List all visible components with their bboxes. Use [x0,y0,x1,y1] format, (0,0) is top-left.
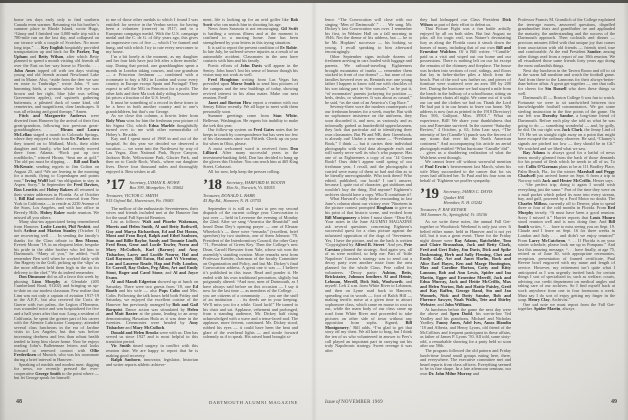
paragraph: What Harvard’s rally broke resounding in last June’s column about our victory over ’Nineteen in the picture contest prompted Bingham to give us his print of that historic scene, and evoked from Bill Montgomery a letter I must share: “Dear Ed, Your notes in the June ALUMNI MAGAZINE ask several questions concerning Eighteen’s successful quest for a class picture against the infuriated opposition of the dogs of ’Seventeen. Yes, I have the picture, and on the back is written ‘Copyrighted by Alfred R. Street.’ And yes, Pete Carstan planned the strategy. And again yes, all of us were notified, so help me. Part of ‘little Napoleon’ Carstan’s strategy was to send out a decoy party over another route from the area planned for the whole Class. Pete called for volunteers. ‘Decoy party: Ashton, Betts, Brickstater, Johnson brothers Al and Heinie, Lehman, Merrill, Dick Sisk, Woolworth, and myself. Left 2 a.m. from White River to Lebanon, and then on Lyme road back to Hanover, spreading out in woods — foot of Balch Hill — making terrific noise at a given time to attract sophomore class, which came en masse to rout us out, while the main body of our class came up road from White River and proceeded to take pictures on other side of town without any opposition from sophs. Signed, Bill Montgomery.’ Bill adds, “I’m glad to get that story off my chest. We all hate to brag, but I think the ten of us who volunteered in answer to Pres’s call played an important part in carrying out his truly Napoleonic strategy. Sweet revenge it was after [325,196,412,353]
paragraph: News from Sarasota is not encouraging. Gil Swift is battling a serious illness and at the moment is confined to a nursing home. Jane has been strengthened by your letters in this trying situation. [203,26,298,45]
paragraph: Fitch and Marguerite Andrews were diverted from Hanover by the arrival of their first great-grandson, following two previous great-granddaughters. . . . Hiram and Laura McLellan staged a month in Colorado Springs, where they enjoyed a visit from Ev Parker; then they toured on to Midland, Mich., their older daughter and family, who had recently moved there from Atlanta. “Rock put up two roadblocks,” winced Hiram, “beat me at golf.” The old pro must be slipping. . . . Bill and Ruth McKenzie, sending regrets to Jim Colton on August 25, said “We are leaving in the morning for a month, flying to Copenhagen and points east.” Irving Wolff had “an obligation to stay in Aspen. Sorry.” In September the Fred Davises, Ron Leavitts and Hobey Bakers all returned to their winter addresses in Florida. As of October 1, Bill Rial announced their removal from New York to California — to reside at 2230 Avenue of the Stars, Los Angeles, and with law office in Beverly Hills. Hobey Baker made reunion. We missed all you others. [14,113,99,220]
paragraph: Many shut-ins appreciated being remembered from Hanover. Leslie Leavitt, Phil Nesbitt, and both Arthur and Marion Stanley (October 1) are recovering well . . . In sending the family’s thanks for the Class tribute to Ben Moran, Everett Moran ’19, in an eloquent letter, bespoke his pride in the older brother who led him to Dartmouth. “Many of you,” he added, “will remember Ben well when he worked daily with Jim Hagerty in the Grill, picking up the ‘slips’ as the more affluent held them high in the air for delivery to the chef.” We do indeed remember. [14,219,99,275]
paragraph: Donald and Helen Brooks were with us. Don has served us since 1927 and is most helpful in this transition period. [106,329,198,344]
paragraph: Other September signs include dozens of freshmen arriving in cars loaded with luggage and parents. We railroad-traveling Eighteeners brought mountains of trunks — remember them stacked in front of our dorms? — but none of our families hovered over us. Reminds me: one young father I happen to know told me with chuckles of his son taking part in “the console,” as he put it, “of roommates’ parents jockeying for position — beds, desks, or whatever. It was about as casual,” he said, “as the start of an America’s Cup Race.” [325,53,412,105]
page-gutter [311,3,317,420]
class-treasurer-info: Treasurer, DONALD L. BABB 45 Rip Rd., Hanover, N. H. 03755 [203,193,262,204]
paragraph: they had kidnapped our Class President Dick Wilson as part of their effort to defeat us. [420,18,511,27]
class-year-heading [106,177,198,194]
left-page-column-1 [14,18,99,394]
class-year-heading [420,188,511,205]
right-page-number: 49 [611,399,617,405]
issue-date-footer [325,400,383,405]
right-page-column-1 [325,18,412,394]
paragraph: Vic Smith timed surgery in conflict with this reunion date. We are happy to report that he is making good recovery. [106,343,198,358]
paragraph: Al and Mandi Edgerton showed up at lunch on Saturday. There were two guests from ’18, one Ed Booth and his wife — also Pops Colin and Mrs. Colin. Following the talk hours held both Friday and Saturday, we enjoyed the excellent cuisine of the Hanover Inn previously arranged by Bob and Gail Borquist. Dance action was stimulated by Helen and Matt Baxter at the piano, leading to an army demonstrating Hawaiian Hula as it was done in the twenties. Ceremonies were headed by Amy Tisbacher and Mary McCulloch. [106,279,198,331]
paragraph: Janet and Burton How report a reunion with our Sentry Editor recently. We all hope to meet with them personally soon. [203,99,298,114]
paragraph: Ray Adams is always good for a hatful of news items mostly gleaned from the back of those demands for his pound of flesh which he sends to all of us. To wit: Collis O’Gorman plans to be at 111 Bradley Place, Palm Beach, Fla., for the winter. Marshall and Peggy Chadwell just arrived home on Sept. 6 from a trip to Norway with Jack and Hester McCrillis. Hester says . . . “the perfect trip; doing it again I would wish everything just the same.” Part of the time they were on a mail packet which poked its nose into every stream, bay, and gulf, powered by a Ford Motor no doubt. The Charles Milloss, currently off to Denver, plan to spend three or four of the cold months in Florida. From Red Murphy tersely, “It must have been a good reunion. Sorry I missed it.” Harriet reports that Louis Munro stood reunion well and is now doing fine. And Bill Smith writes, “. . . have to miss seeing you on Sept. 19. Claude and I leave on Sept. 16 for three weeks in London and Italy . . . and didn’t we enjoy reunion!” From Larry McCutcheon, “. . . If Florida is on your winter schedule, please look me up in Pompano.” And last this amazing message, “. . . have finally, at age 75, retired as of June 30, with appropriate ceremonies, reception, presentation of framed certificate, Paul Revere bowl engraved with my name and length of service. However, my retirement isn’t quite what I anticipated as I was urgently invited back for certain things I sort of specialized in, such as welfare, courts, advising our credit department on medical angles and taking care of our archives. So I find myself back at work anywhere from one to four forenoons a week. Must say I do sort of enjoy getting my finger in the soup. Henry Clay, Archivist.” [518,150,615,303]
paragraph: It is sad to report the present condition of Ev Robie. In late July, he suffered severe injuries as a result of an automobile accident. Classmates in the area have contacts with him and his family. [203,44,298,64]
paragraph: Next day luncheon in the Tavern Room and off to sit in the warm fall sunshine and watch the football game. And from there to the Lannoms for their always-better-than-before affair. A great get-together — one that calls for cheers for Stu Russell who does these things so well. [518,67,615,96]
left-page-column-2 [106,18,198,394]
journal-title-footer: DARTMOUTH ALUMNI MAGAZINE [209,400,298,405]
paragraph: Seventy-three wore the modern counterparts of our freshman beanies for a week, maybe. But with no sophomore insistence on the uniforms, they soon discarded it, and now, as variously and as informally garbed as hundredfold upperclassmen, they lack that particular aid to identifying their own classmates. But Ph and NB, their Greenbook, is already out! Under a new name — “Freshman Book,” I think — but it carries their individual photographs with vital data alongside each and will surely serve well its who’s who purpose. Has one of us Eighteeners a copy of our ’14 Green Book? Ours didn’t appear until spring of our freshman year, I recall, and the photographs it carried were many of them so bad and dim as to be literally unrecognizable. Who took them? Who edited, published, our book? I can’t answer, because I, quite out of character, got stubborn and wouldn’t buy the thing. Did anyone? Eighteen’s archives should have a copy. Who’ll contribute it? [325,104,412,197]
paragraph: That Picture Fight was a fun battle artfully enjoyed by all on both sides. But last August no joke, all for tragic real, was Nature’s devastating fury as along the Florida coast it struck down the homes of many, including that of our own Bill and Ernestine Walchen. Of it Bill writes: “‘Camille’ paid us a visit and wiped out our home and our possessions. There is nothing left on our lot except the remains of the chimney and fireplace. The house was broken into sections of roof, sidings, and floors that lay in helter-skelter piles a block from the beach. Part of the roof was further on, and pieces of furniture were scattered over an area 300 by 200 feet. During the hurricane we had stayed a mile from the beach in the hallway of a schoolhouse, sitting on kindergarten chairs all night. We came out of it with our car and the clothes we had on. Thank the Lord He had put it in our hearts to leave our home. My address is now (not as printed in the 1918 Directory) Box 506, Gulfport, Miss. 39501.” What an experience, Bill! We share your thankfulness that you and Ernestine survived. In the current “Saturday Review,” 4 October, p. 63, John Lear says, “The intensity of her (Camille’s) punch was the fiercest of any storm that ever hit the North American continent.” And accompanying his article an aerial photograph entitled “What hurricane ‘Camille’ did” . . . gives us a shuddering realization of what the Walchens went through. [420,26,511,160]
left-page-number: 48 [16,399,22,405]
class-secretary-info: Secretary, LYMAN R. HOWE Box 399, Montpelier, Vt. 05602 [129,180,184,191]
paragraph: It must be something of a record in these times to be a hero in both another country and to one’s grandchildren, but that’s our George. [106,99,198,114]
paragraph: A most welcomed word is received from Don Lilliard. After many successful years in the investment-banking field, Don has decided to hang up the gloves this October. You can reach him at 465 King Street, Cohasset. [203,145,298,169]
scan-right-shadow [623,0,628,420]
paragraph: Don Dinsmoor did us all a favor this week by phoning Linn Murphy at Glendale (405 Cumberland Road, 91202) and bringing us up-to-date on our modest classman. Few realize that Linn was not only a captain of aviation 1917-19 in the A.E.F., but also received the Croix de Guerre with two palms, the Legion d’Honneur, was wounded twice and was hospitalized for five and a half years after that war. Long a resident of California, he spent the greater part of his career with the Alemite Lubricator Company; attended several class luncheons in the era of Jardine visits to Los Angeles, but that was before increasing deafness and less than robust health tended to keep him closer home. Now he enjoys reading John’s Bulletennae letters and looks forward to renewed contact with Ollie Frederiksen of Munich, who was his roommate during a brief interval in Hanover. [14,274,99,362]
paragraph: Speaking of medals and modest men: digging for news, we recently pressed the ever-cooperative George Smith to the point where — but let George speak for himself: [14,361,99,381]
paragraph: All for now, help keep the presses rolling. [208,168,280,174]
issue-date: NOVEMBER 1969 [341,400,383,405]
paragraph: The program followed the old pattern and Friday lunch-time found small groups eating here, there, and everywhere. The executive committee met and heard reports from class officers. Everything seemed to be in fine shape. In a late afternoon seminar, our own Dr. John Milne Murray and [420,348,511,376]
paragraph: lence. “The Convocation will close with our singing ‘Men of Dartmouth’.” . . . We sang. Mr. Dickey’s last Convocation was over. I remember his first, in Webster Hall on a fall morning in 1946. Not the theme of his address, but — he to be Mr. Hopkins’ successor — his looking so young, I recall speaking to him afterward encouragingly. [325,18,412,55]
paragraph: ment, life is looking up for an avid golfer like Bob Scott who can match him in shooting his age. [203,18,298,27]
left-page-column-3 [203,18,298,394]
paragraph: List as follows: Walt and Phoebe Wakeman, Morris and Helen Smith, Al and Betty Bothwell, Guy and Marya Richardson, Ed and Dot Horan, Mont and Fran Boyd, Ralph and Ethel Sanborn, Stan and Billie Baylor, Sandy and Tommie Lindh, Fred Bean, Gene and Lucile Towler, Norm and Mary McCulloch, Karl (Barney) and Amy Tisbacher, Larry and Lucille Nourse, Hal and Gail Raymore, Bill Eaton, Hal and Vi Vicentine, Lou and Laurene Reade, Hap and Polly London, Ev Carroll, Ray Oakes, Peg Allen, Art and Emily Stout, Roger and Carol Stone, and Al and Joyce Evans. [106,219,198,280]
paragraph: I’m a bit lonely at the moment, as my daughter and her four kids have just left after a three months’ stay. During that period, one granddaughter spent a month in London taking courses, and one grandson — a Princeton freshman — combined with a roommate to buy a MG in London and scour every country in Europe except Spain and Portugal! They expect to sell the MG in Princeton for a profit. The other kids and their Ma took daily riding lessons here (at prices a fraction of the U.S. level). [106,53,198,101]
paragraph: to me of those other medals to which I found I was entitled: for service in the Verdun sector; for having been a volunteer (reserve) in 1917; and to a European campaign medal. With the U.S. campaign medal and the C. de G. of fifty years ago, this gives an impressive row of five — which I’ve framed and hung, and with which I try to rate every newcomer to my house. [106,18,198,55]
paragraph: Poetic efforts of John Davis will appear in the Sentry. John hasn’t lost his sense of humor though his vision may not work as well. [203,62,298,78]
paragraph: Our follow-up system on Fred Gates notes that he keeps in touch by correspondence but has seen too few of his classmates since our Fiftieth. Check up on your list when in Ohio, please. [203,127,298,147]
paragraph: As we write these notes, the annual Fall Get-together or Woodstock Weekend is only just over. It belied either name, held in Hanover and it not yet fall, but it was a great event. There for the Friday night dinner were Ray Adams, Batchelder, Tom and Claire Brosnahan, Jack and Betty Clark, Fred and Gert Daley, Jim Davis, Dick and Spike Doskenning, Herb and Sally Fleming, Chet and Emily Gale, Art and Janet Harlin, Rock and Alice Earl Hayes, Ken and Marge Huntington, Max and Caroline Horton, Cotty and Kitty Lannom, Bob and Ann Lewis, Spider and Ina Martin, Egger and Ernestine Merrill, Jack and Edna Murray, Jack and Hettie McCrillis, Max and Helen Norton, Bob and Hattie Paisley, Greif and Kay Raffen, George Rand, Stu and Jan Wonnels, Nick and Dotty Sandoe, Bob and Florence Sawyer, Noah Wallis, Tete and Shirley Webster, and John Williams. [420,219,511,308]
class-treasurer-info: Treasurer, VICTOR C. SMITH 915 Oxford Rd., Havertown, Pa. 19083 [106,193,174,204]
paragraph: At luncheon before the game the next day were the above and Spen Dodd, his son-in-law Ted Yardley and his grandsons, Michael and Nicholas Yardley, Fanny Ames, Adel Ives, Amos Blandin ’18 and Alberta, and Henry Lyons, old friend of the McCrillises and frequent participant in these affairs, as father of James P. Lyons ’50. All told, some sixty-odd, a remarkable showing for a party held so soon after our 50th. [420,306,511,349]
right-page-column-3 [518,18,615,394]
class-secretary-info: Secretary, HARFORD H. BOOTH Elm St., Norwich, Vt. 05055 [226,180,286,191]
paragraph: Summer greetings come from Stan White, Bellevue, Washington. He regrets his inability to make the trek this year. [203,113,298,128]
class-year-heading [203,177,298,194]
class-secretary-info: Secretary, JAMES C. DAVIS Quaker Hill Henniker, N. H. 03242 [443,189,493,205]
right-page-column-2 [420,18,511,394]
class-treasurer-info: Treasurer, F. RAY KEYSER 184 Summer St., Springfield, Vt. 05156 [420,206,488,218]
paragraph: Professor Francis M. Gramlich of the College explained the teen-age mores, answered questions, dispelled grandmother fears and grandfather ire and applauded the maturity, the understanding and the success of the Dartmouth approach. Then cocktails and dinner — precious minutes filled with that unique joy that comes from association with old friends — friends tried, true and comfortable. At the end President Sandoe, among other things read from a report of our 10th reunion. We all visualized those same friends forty years ago doing the most outlandish things. [518,18,615,68]
paragraph: Dartmouth 41 — Boston College 6 was fun to watch. Fortunate we were to sit sandwiched between two knowledgeable football commentators. We got some sterling instruction in the fine points of the game. On our left was Dorothy Sandoe, a long-time friend of Dartmouth. Before each play she told us what he was going to do — something wonderful — and, by golly, he did. On our right was Jack Clark, the Jenny Lind of ’19. He set us straight right away on a point that might have escaped the ordinary observer. He said, “Chaney’s signals are pitched too low — they should be in C#.” We watched and we liked what we saw. [518,95,615,151]
paragraph: Fred Houghton writing from Las Vegas has prevailed upon Morse Smith to send him pictures of the campus and the new buildings of today, showing revived interest in his alma mater. Make our next reunion, Fred! [203,76,298,101]
paragraph: home ten days early only to find southern Canada even warmer. Returning via his brother’s summer place in Rhode Island, wrote Hugo, “Ginny and I finished our 3,000-mile trip with a 780-mile run on the last day, and collapsed on our terrace with a couple of Scotches. No more long trips.” . . . Key English hospitably provided transportation up and back for Ev Parker, Tug Upham and Betty Wilson, after which Betty planned to spend a month visiting old friends all over the East on her way home to Florida. . . . John Ames topped off with ten days visiting young and old friends around Newfound Lake and in Maine. Also, “aside from the deer we saw en route to Tunbridge,” wrote John, “I saw humming birds, a woman whose left eye was brown and her right, blue (she was selling Gravenstein apples), red squirrels gathering butternuts, a pileated duck of some kind, old cemeteries, and magnificent, clear landscapes. It was all relaxing and good therapy.” Amen. [14,18,99,114]
paragraph: September it is still as I start to pen my second dispatch of the current college year. Convocation is just over — held in Leverone the evening of Monday the 22nd. After we sang “America the Beautiful” and heard Dean Dey’s opening prayer — one of Eleazar Wheelock’s — there were “remarks” (excellent, brief speeches) by two students, one of them Johnson ’70, President of the Interdormitory Council, the other Gary ’71, President of Green Key. Then the College’s new Dean, Carroll Brewster from Yale, whose wit won the assembly’s standing ovation. More remarks next from Professor Kreider, chairman of the faculty Committee on Organization and Policy, and last Mr. Dickey’s final Convocation address. A great one it was — I believe it’s published in this issue. Read and ponder it. He ended with his own traditional peroration, slightly but poignantly altered: “And now, men of Dartmouth, as I have always said before on this occasion — I say it now for the last time — as members of the College . . . you are citizens of a community . . . you are the stuff of an institution . . . its deeds are in your keeping. We’ll miss you for a while. Good luck!” He turned to his chair and sat. Applause, vehement and prolonged, from a standing audience, Mr. Dickey half rising acknowledged with a wave and a tense-faced nod. The applause, more fervent, continued. Mr. Dickey stood, rubbed his eyes — it could have been the heat and glare of the overhead lights — and strode forward solemnly as if to speak. His raised hand brought si- [203,205,298,340]
paragraph: One sad note we must report from the Fall Get-together. Spider Martin, always [518,301,615,312]
paragraph: The mellow of the enthusiastic Seventeeners, their wives and friends included met at the Hanover Inn for the usual Fall Special Reunion. [106,205,198,220]
class-year-numeral: ’17 [106,177,125,194]
issue-prefix: Issue of [325,400,340,405]
class-year-numeral: ’18 [203,177,222,194]
paragraph: Ralph Sanborn, innovator, legislator, historian and writer reports athletic achieve- [106,357,198,367]
paragraph: Kay and I spent most of 1968 in and out of the hospital. So this year we decided we deserved a vacation — we went into the Northwest by way of Las Vegas, Zion National Park, Bryce Canyon, Jackson Hole, Yellowstone Park, Glacier Park, and then on to Castle Rock, Wash., where our daughter lives. Drove four thousand miles and thoroughly enjoyed it. Best wishes to all. [106,136,198,174]
paragraph: We cannot leave off without sorrowful mention of Paul Erwin’s bereavement last March, when his wife Mary succumbed to the cancer that for six years had afflicted her. To Paul and his four sons on behalf of ’Eighteen we proffer sympathy. [420,159,511,183]
paragraph: As we close this column, a first-in letter from Roly Wass wins for him the freshman year picture of his Sigma Chi, which Edna Marble thoughtfully turned over to me with other memorabilia of Hobey’s. He adds: [106,113,198,137]
class-year-numeral: ’19 [420,186,439,203]
scan-left-shadow [0,0,6,420]
